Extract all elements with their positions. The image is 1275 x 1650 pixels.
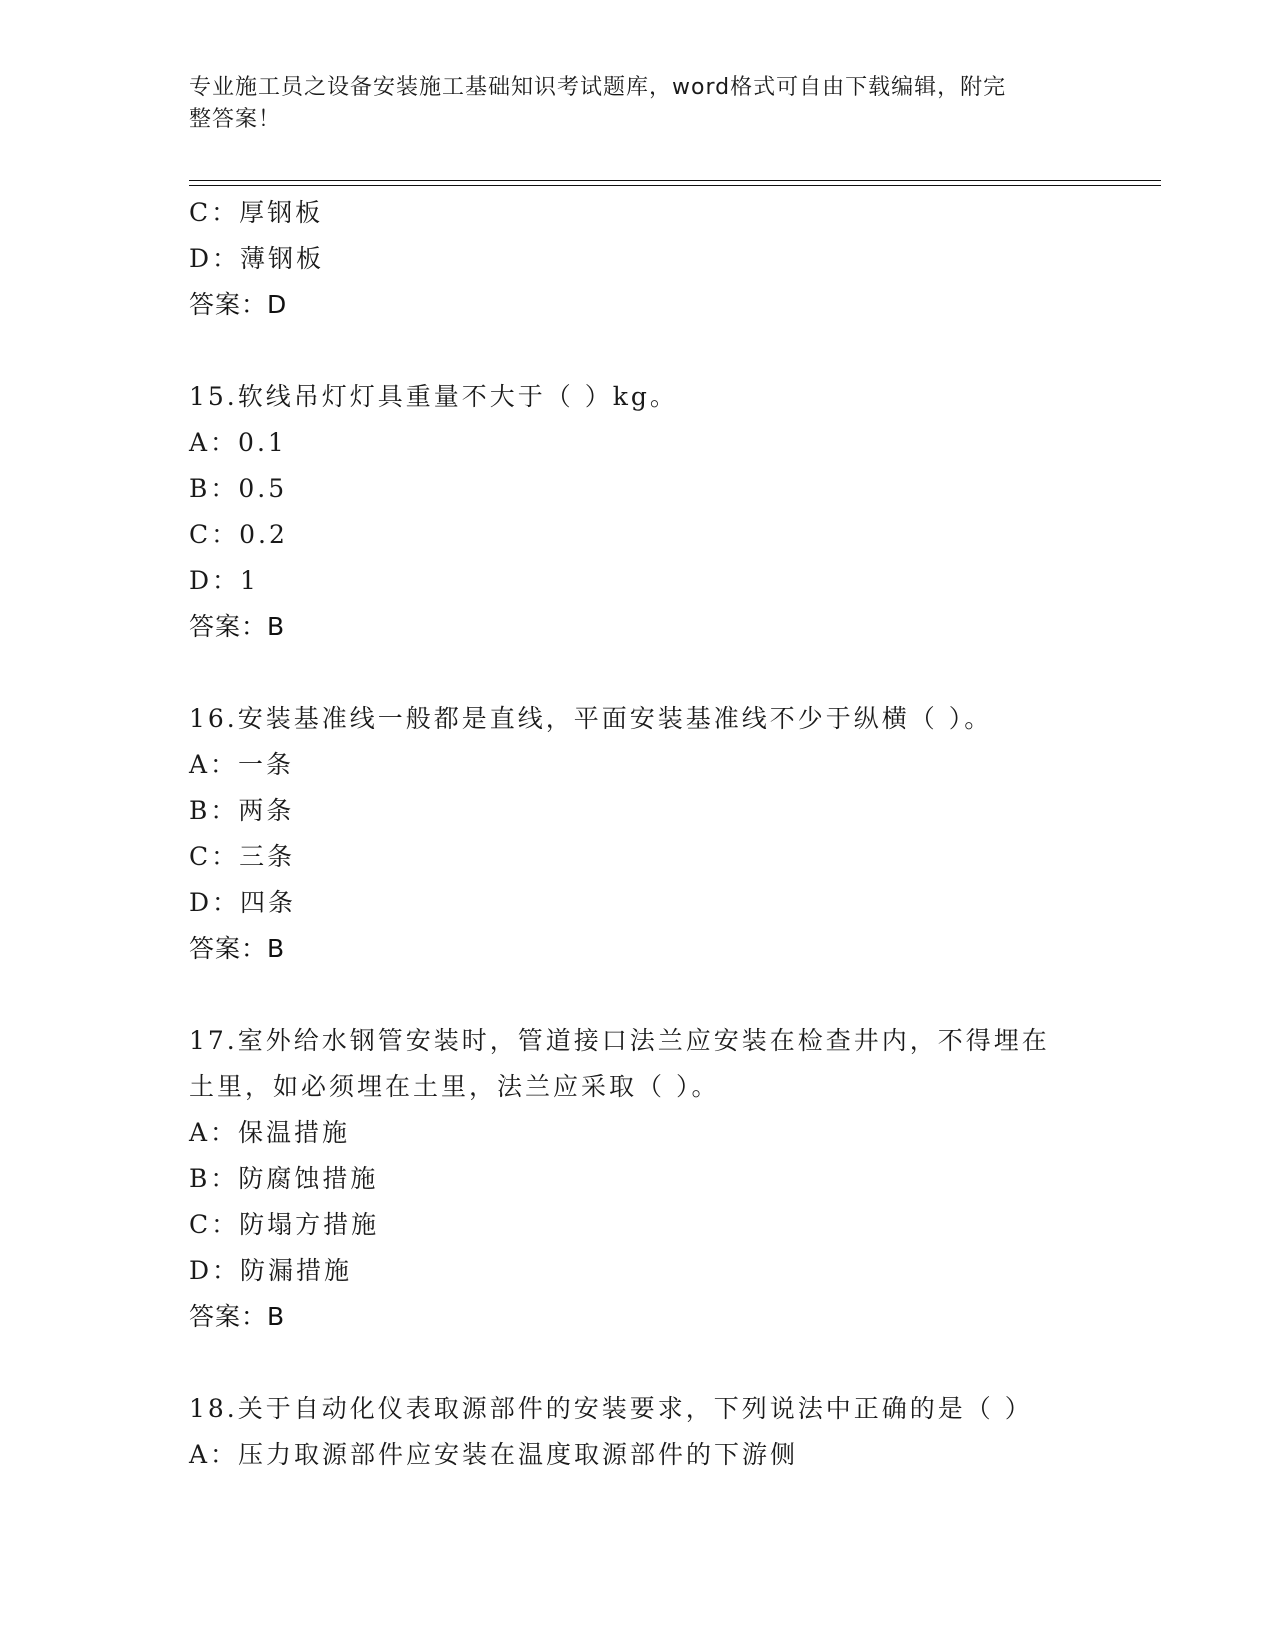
- header-line-1: 专业施工员之设备安装施工基础知识考试题库，word格式可自由下载编辑，附完: [189, 75, 1007, 100]
- option-c: C：0.2: [189, 520, 288, 549]
- option-d: D：四条: [189, 888, 297, 917]
- question-stem: 15.软线吊灯灯具重量不大于（ ）kg。: [189, 382, 678, 411]
- option-b: B：0.5: [189, 474, 288, 503]
- answer-label: 答案：B: [189, 612, 286, 641]
- spacer: [189, 972, 1149, 1018]
- option-a: A：压力取源部件应安装在温度取源部件的下游侧: [189, 1440, 799, 1469]
- question-stem: 18.关于自动化仪表取源部件的安装要求，下列说法中正确的是（ ）: [189, 1394, 1033, 1423]
- answer-label: 答案：B: [189, 1302, 286, 1331]
- header-rule-top: [189, 180, 1161, 181]
- option-a: A：保温措施: [189, 1118, 351, 1147]
- option-c: C：厚钢板: [189, 198, 324, 227]
- option-d: D：薄钢板: [189, 244, 325, 273]
- question-14-tail: [189, 190, 1149, 328]
- spacer: [189, 1340, 1149, 1386]
- question-stem-line-2: 土里，如必须埋在土里，法兰应采取（ ）。: [189, 1072, 720, 1101]
- option-d: D：1: [189, 566, 259, 595]
- option-b: B：两条: [189, 796, 295, 825]
- option-c: C：三条: [189, 842, 296, 871]
- document-header: [189, 72, 1089, 136]
- option-a: A：0.1: [189, 428, 287, 457]
- option-b: B：防腐蚀措施: [189, 1164, 379, 1193]
- question-17: [189, 1018, 1149, 1340]
- option-d: D：防漏措施: [189, 1256, 353, 1285]
- question-16: [189, 696, 1149, 972]
- question-15: [189, 374, 1149, 650]
- option-a: A：一条: [189, 750, 295, 779]
- header-line-2: 整答案！: [189, 107, 282, 132]
- spacer: [189, 650, 1149, 696]
- answer-label: 答案：B: [189, 934, 286, 963]
- option-c: C：防塌方措施: [189, 1210, 380, 1239]
- answer-label: 答案：D: [189, 290, 288, 319]
- question-stem-line-1: 17.室外给水钢管安装时，管道接口法兰应安装在检查井内，不得埋在: [189, 1026, 1050, 1055]
- question-18: [189, 1386, 1149, 1478]
- header-rule-bottom: [189, 185, 1161, 186]
- spacer: [189, 328, 1149, 374]
- question-stem: 16.安装基准线一般都是直线，平面安装基准线不少于纵横（ ）。: [189, 704, 993, 733]
- document-body: [189, 190, 1149, 1478]
